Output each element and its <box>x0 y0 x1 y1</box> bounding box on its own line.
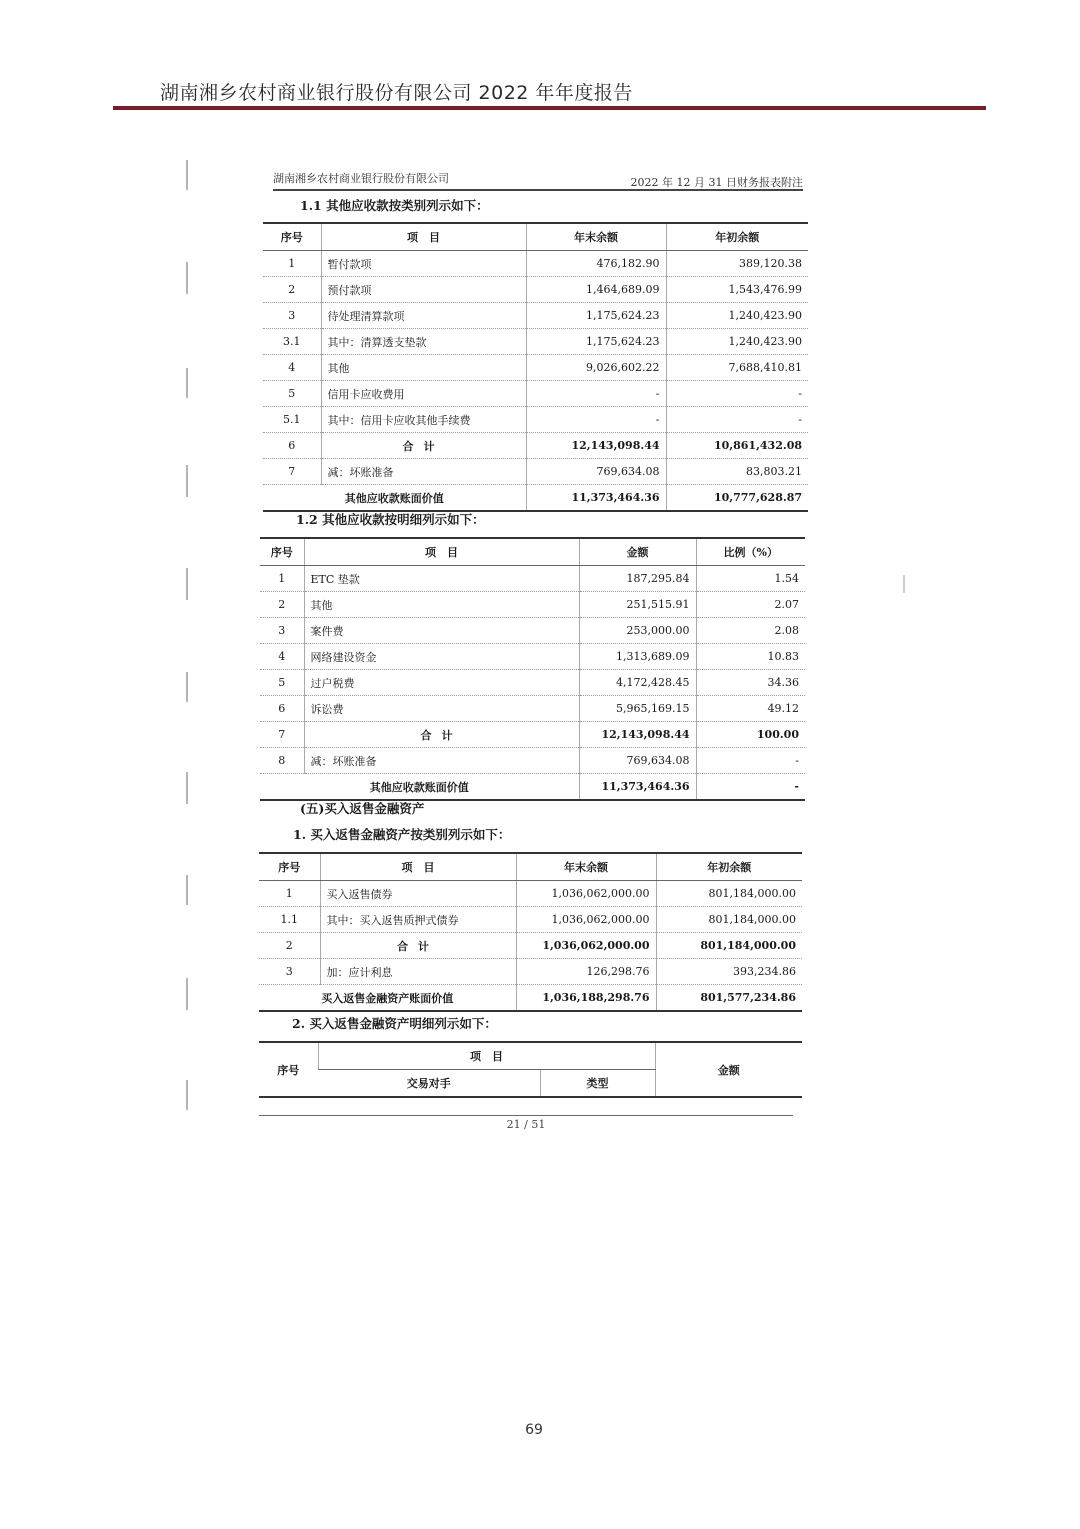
table-row-subtotal <box>259 933 802 959</box>
col-header: 序号 <box>259 853 320 881</box>
cell-amount: 5,965,169.15 <box>579 696 696 722</box>
cell-no: 1 <box>263 251 321 277</box>
cell-ratio: 2.08 <box>696 618 805 644</box>
col-header: 序号 <box>260 538 304 566</box>
cell-begin: - <box>666 407 808 433</box>
table-1-2 <box>260 537 805 801</box>
table-row <box>263 459 808 485</box>
col-header: 序号 <box>263 223 321 251</box>
table-5-1 <box>259 852 802 1012</box>
cell-end: 12,143,098.44 <box>526 433 666 459</box>
col-header: 年初余额 <box>656 853 802 881</box>
cell-end: 476,182.90 <box>526 251 666 277</box>
cell-no: 3.1 <box>263 329 321 355</box>
table-row <box>263 277 808 303</box>
cell-no: 3 <box>259 959 320 985</box>
cell-begin: 389,120.38 <box>666 251 808 277</box>
table-row <box>260 644 805 670</box>
cell-item: 合计 <box>304 722 579 748</box>
cell-no: 4 <box>260 644 304 670</box>
section-1-1-heading: 1.1 其他应收款按类别列示如下： <box>300 198 489 213</box>
table-row <box>263 407 808 433</box>
cell-item: 其他 <box>304 592 579 618</box>
cell-end: 1,036,062,000.00 <box>516 907 656 933</box>
cell-item: 其中：清算透支垫款 <box>321 329 526 355</box>
cell-no: 7 <box>263 459 321 485</box>
cell-item: 其他应收款账面价值 <box>369 780 469 794</box>
table-row <box>259 881 802 907</box>
cell-no: 2 <box>263 277 321 303</box>
cell-item: 减：坏账准备 <box>304 748 579 774</box>
col-header-counterparty: 交易对手 <box>406 1077 451 1090</box>
cell-item: 合计 <box>320 933 516 959</box>
cell-item: 预付款项 <box>321 277 526 303</box>
cell-item: 待处理清算款项 <box>321 303 526 329</box>
section-5-2-heading: 2. 买入返售金融资产明细列示如下： <box>292 1016 497 1031</box>
cell-item: 案件费 <box>304 618 579 644</box>
inner-header-date-note: 2022 年 12 月 31 日财务报表附注 <box>630 176 803 189</box>
col-header: 金额 <box>579 538 696 566</box>
scan-mark <box>186 1080 188 1110</box>
table-row <box>260 592 805 618</box>
cell-begin: 7,688,410.81 <box>666 355 808 381</box>
table-header-row <box>259 853 802 881</box>
cell-no: 1.1 <box>259 907 320 933</box>
table-row <box>263 381 808 407</box>
cell-amount: 1,313,689.09 <box>579 644 696 670</box>
cell-item: 其中：信用卡应收其他手续费 <box>321 407 526 433</box>
cell-end: 769,634.08 <box>526 459 666 485</box>
table-row-subtotal <box>263 433 808 459</box>
cell-no: 4 <box>263 355 321 381</box>
cell-begin: 1,240,423.90 <box>666 329 808 355</box>
cell-no: 5 <box>260 670 304 696</box>
scan-mark <box>186 160 188 190</box>
table-header-row <box>259 1042 802 1070</box>
page-number: 69 <box>525 1422 543 1438</box>
cell-no: 2 <box>260 592 304 618</box>
report-title: 湖南湘乡农村商业银行股份有限公司 2022 年年度报告 <box>160 82 633 104</box>
cell-ratio: 2.07 <box>696 592 805 618</box>
col-header: 年末余额 <box>516 853 656 881</box>
cell-begin: 10,861,432.08 <box>666 433 808 459</box>
col-header-amount: 金额 <box>655 1042 802 1097</box>
cell-item: 买入返售金融资产账面价值 <box>321 991 454 1005</box>
table-row-total <box>259 985 802 1012</box>
cell-no: 5.1 <box>263 407 321 433</box>
scan-mark <box>186 368 188 398</box>
cell-amount: 251,515.91 <box>579 592 696 618</box>
col-header-item: 项 目 <box>318 1042 655 1070</box>
cell-item: 诉讼费 <box>304 696 579 722</box>
cell-begin: - <box>666 381 808 407</box>
table-row <box>263 355 808 381</box>
cell-item: 减：坏账准备 <box>321 459 526 485</box>
cell-item: 其他 <box>321 355 526 381</box>
cell-amount: 187,295.84 <box>579 566 696 592</box>
cell-begin: 801,577,234.86 <box>656 985 802 1012</box>
cell-item: 合计 <box>321 433 526 459</box>
cell-no: 3 <box>260 618 304 644</box>
cell-item: 过户税费 <box>304 670 579 696</box>
cell-no: 1 <box>260 566 304 592</box>
cell-no: 6 <box>263 433 321 459</box>
scan-mark <box>186 262 188 294</box>
cell-no: 5 <box>263 381 321 407</box>
table-1-1 <box>263 222 808 512</box>
scan-mark <box>186 465 188 497</box>
cell-end: 126,298.76 <box>516 959 656 985</box>
table-header-row <box>263 223 808 251</box>
table-row <box>260 566 805 592</box>
cell-item: 暂付款项 <box>321 251 526 277</box>
cell-amount: 769,634.08 <box>579 748 696 774</box>
cell-end: - <box>526 381 666 407</box>
cell-ratio: 100.00 <box>696 722 805 748</box>
scan-mark <box>186 978 188 1010</box>
cell-ratio: 10.83 <box>696 644 805 670</box>
cell-no: 1 <box>259 881 320 907</box>
section-5-1-heading: 1. 买入返售金融资产按类别列示如下： <box>293 827 511 842</box>
table-row <box>260 748 805 774</box>
table-header-row <box>260 538 805 566</box>
col-header: 年末余额 <box>526 223 666 251</box>
table-row <box>263 329 808 355</box>
section-5-heading: (五)买入返售金融资产 <box>300 801 425 816</box>
section-1-2-heading: 1.2 其他应收款按明细列示如下： <box>296 512 485 527</box>
cell-no: 7 <box>260 722 304 748</box>
table-row <box>259 959 802 985</box>
cell-no: 8 <box>260 748 304 774</box>
cell-end: 1,175,624.23 <box>526 303 666 329</box>
cell-item: 信用卡应收费用 <box>321 381 526 407</box>
cell-end: 9,026,602.22 <box>526 355 666 381</box>
footer-rule <box>259 1115 793 1116</box>
cell-item: 网络建设资金 <box>304 644 579 670</box>
col-header: 项 目 <box>304 538 579 566</box>
cell-end: - <box>526 407 666 433</box>
cell-ratio: - <box>696 748 805 774</box>
scan-mark <box>186 672 188 702</box>
cell-begin: 393,234.86 <box>656 959 802 985</box>
cell-item: 其中：买入返售质押式债券 <box>320 907 516 933</box>
cell-end: 1,036,062,000.00 <box>516 881 656 907</box>
inner-header <box>273 170 803 190</box>
inner-header-company: 湖南湘乡农村商业银行股份有限公司 <box>273 172 449 185</box>
cell-item: ETC 垫款 <box>304 566 579 592</box>
table-5-2 <box>259 1041 802 1098</box>
cell-begin: 801,184,000.00 <box>656 881 802 907</box>
table-row-total <box>263 485 808 512</box>
cell-begin: 10,777,628.87 <box>666 485 808 512</box>
cell-begin: 801,184,000.00 <box>656 933 802 959</box>
table-row <box>260 696 805 722</box>
col-header: 比例（%） <box>696 538 805 566</box>
cell-end: 11,373,464.36 <box>526 485 666 512</box>
col-header-type: 类型 <box>540 1070 655 1098</box>
table-row-total <box>260 774 805 801</box>
cell-amount: 11,373,464.36 <box>579 774 696 801</box>
cell-no: 3 <box>263 303 321 329</box>
col-header: 年初余额 <box>666 223 808 251</box>
col-header: 项 目 <box>320 853 516 881</box>
scan-mark <box>186 568 188 600</box>
cell-end: 1,175,624.23 <box>526 329 666 355</box>
cell-ratio: 49.12 <box>696 696 805 722</box>
cell-item: 加：应计利息 <box>320 959 516 985</box>
cell-end: 1,036,062,000.00 <box>516 933 656 959</box>
scan-dot <box>903 575 905 593</box>
cell-item: 其他应收款账面价值 <box>344 491 444 505</box>
cell-item: 买入返售债券 <box>320 881 516 907</box>
inner-header-rule <box>273 189 803 191</box>
cell-begin: 1,543,476.99 <box>666 277 808 303</box>
inner-page-number: 21 / 51 <box>506 1118 546 1131</box>
title-rule <box>113 106 986 110</box>
table-row <box>263 251 808 277</box>
cell-no: 6 <box>260 696 304 722</box>
table-row <box>259 907 802 933</box>
scan-mark <box>186 875 188 905</box>
cell-end: 1,464,689.09 <box>526 277 666 303</box>
cell-amount: 253,000.00 <box>579 618 696 644</box>
col-header: 项 目 <box>321 223 526 251</box>
cell-amount: 4,172,428.45 <box>579 670 696 696</box>
cell-no: 2 <box>259 933 320 959</box>
cell-end: 1,036,188,298.76 <box>516 985 656 1012</box>
cell-ratio: 1.54 <box>696 566 805 592</box>
scan-mark <box>186 772 188 804</box>
col-header-no: 序号 <box>259 1042 318 1097</box>
table-row-subtotal <box>260 722 805 748</box>
table-row <box>263 303 808 329</box>
table-row <box>260 670 805 696</box>
cell-begin: 801,184,000.00 <box>656 907 802 933</box>
cell-ratio: - <box>696 774 805 801</box>
cell-amount: 12,143,098.44 <box>579 722 696 748</box>
table-row <box>260 618 805 644</box>
cell-begin: 1,240,423.90 <box>666 303 808 329</box>
cell-begin: 83,803.21 <box>666 459 808 485</box>
cell-ratio: 34.36 <box>696 670 805 696</box>
